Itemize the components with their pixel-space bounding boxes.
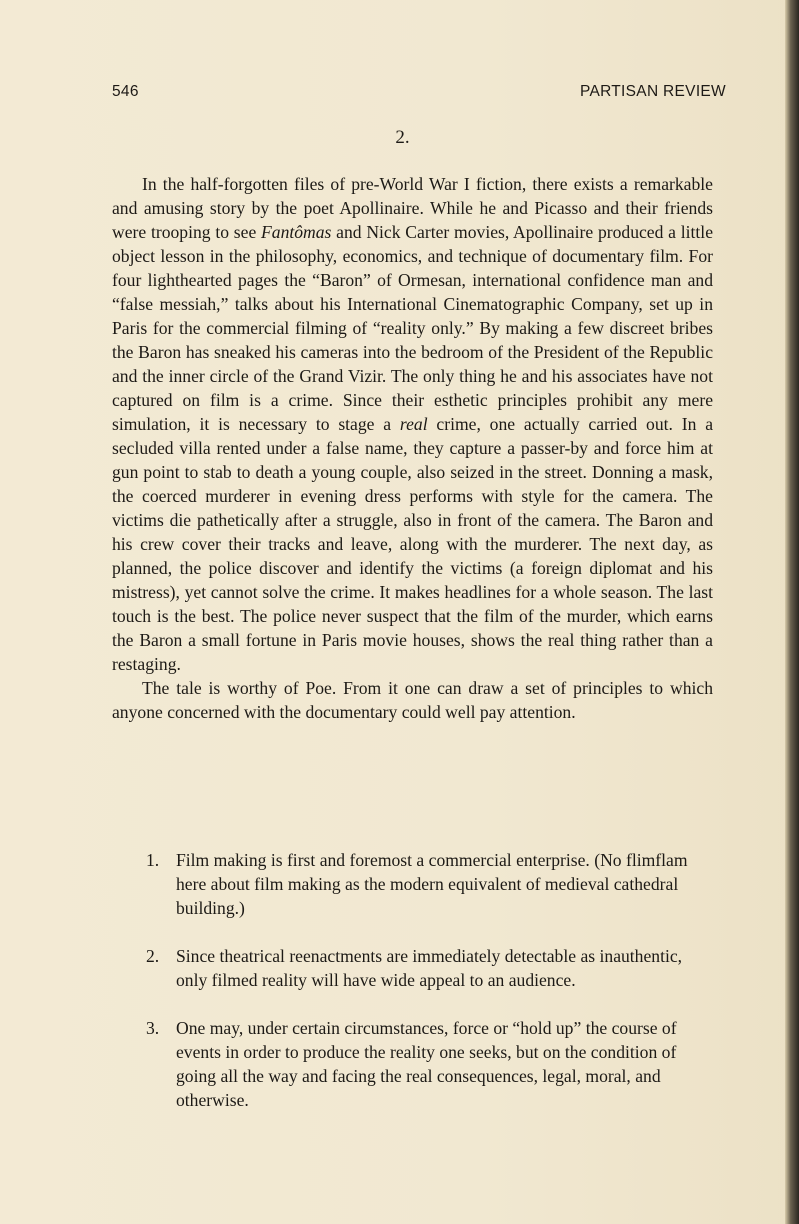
paragraph-2: The tale is worthy of Poe. From it one can draw a set of principles to which anyone concerned with the documentary could well pay attention. — [112, 678, 713, 722]
list-item — [146, 944, 712, 992]
section-number: 2. — [395, 127, 410, 148]
paragraph-1: In the half-forgotten files of pre-World War I fiction, there exists a remarkable and amusing story by the poet Apollinaire. While he and Picasso and their friends were trooping to see Fantômas and Nick Carter movies, Apollinaire produced a little object lesson in the philosophy, economics, and technique of documentary film. For four lighthearted pages the “Baron” of Ormesan, international confidence man and “false messiah,” talks about his International Cinematographic Company, set up in Paris for the commercial filming of “reality only.” By making a few discreet bribes the Baron has sneaked his cameras into the bedroom of the President of the Republic and the inner circle of the Grand Vizir. The only thing he and his associates have not captured on film is a crime. Since their esthetic principles prohibit any mere simulation, it is necessary to stage a real crime, one actually carried out. In a secluded villa rented under a false name, they capture a passer-by and force him at gun point to stab to death a young couple, also seized in the street. Donning a mask, the coerced murderer in evening dress performs with style for the camera. The victims die pathetically after a struggle, also in front of the camera. The Baron and his crew cover their tracks and leave, along with the murderer. The next day, as planned, the police discover and identify the victims (a foreign diplomat and his mistress), yet cannot solve the crime. It makes headlines for a whole season. The last touch is the best. The police never suspect that the film of the murder, which earns the Baron a small fortune in Paris movie houses, shows the real thing rather than a restaging. — [112, 174, 713, 674]
list-item-text: Film making is first and foremost a commercial enterprise. (No flimflam here about film making as the modern equivalent of medieval cathedral building.) — [176, 850, 688, 918]
list-item-number: 1. — [146, 850, 160, 870]
page-number: 546 — [112, 83, 139, 100]
list-item-text: Since theatrical reenactments are immediately detectable as inauthentic, only filmed reality will have wide appeal to an audience. — [176, 946, 683, 990]
list-item — [146, 1016, 712, 1112]
page-edge-shadow — [785, 0, 799, 1224]
list-item-number: 3. — [146, 1018, 160, 1038]
principles-list — [146, 848, 712, 1136]
list-item — [146, 848, 712, 920]
body-text — [112, 172, 713, 724]
journal-title: PARTISAN REVIEW — [579, 83, 726, 100]
list-item-number: 2. — [146, 946, 160, 966]
list-item-text: One may, under certain circumstances, force or “hold up” the course of events in order to produce the reality one seeks, but on the condition of going all the way and facing the real consequences, legal, moral, and otherwise. — [176, 1018, 677, 1110]
